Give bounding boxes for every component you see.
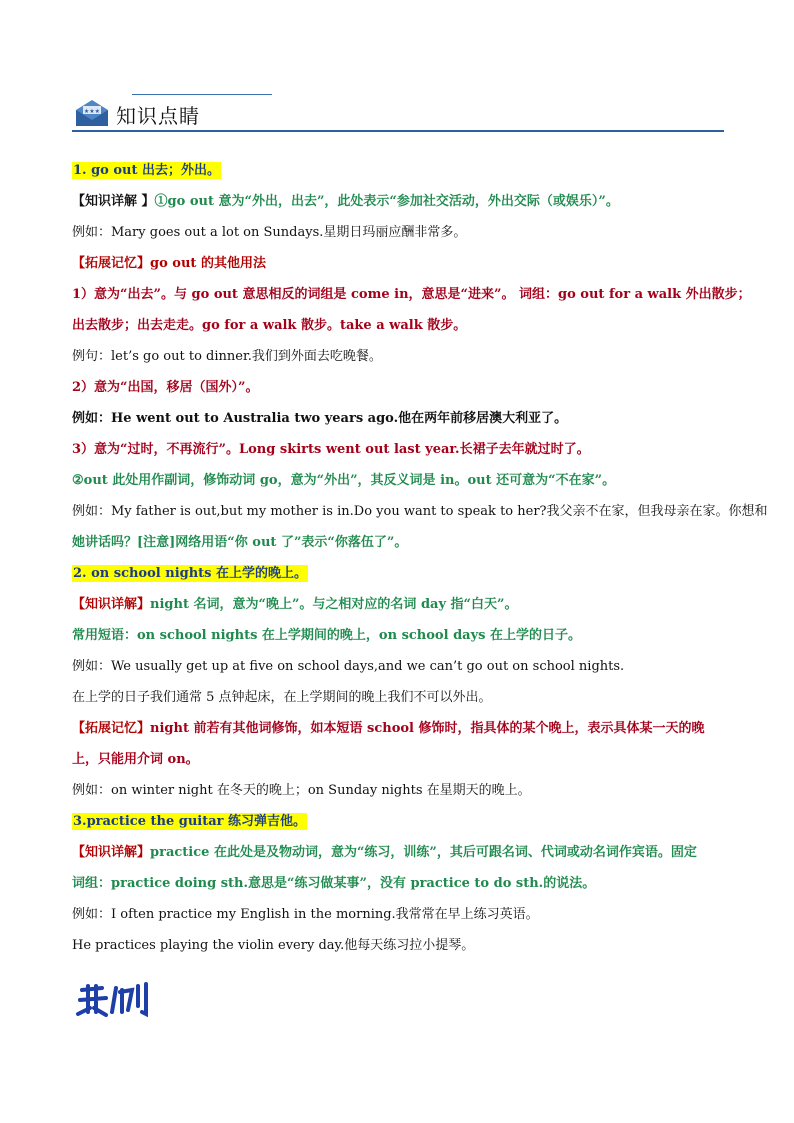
item-2-extension: 【拓展记忆】night 前若有其他词修饰，如本短语 school 修饰时，指具体的某个晚上，表示具体某一天的晚 — [72, 721, 705, 736]
explain-line: ②out 此处用作副词，修饰动词 go，意为“外出”，其反义词是 in。out 还可意为“不在家”。 — [72, 473, 616, 488]
extension-line: 2）意为“出国，移居（国外）”。 — [72, 380, 259, 395]
explain-line: 词组：practice doing sth.意思是“练习做某事”，没有 practice to do sth.的说法。 — [72, 876, 596, 891]
heading-highlight: 2. on school nights 在上学的晚上。 — [73, 566, 308, 581]
svg-text:★★★: ★★★ — [83, 108, 101, 115]
envelope-stars-icon — [74, 98, 110, 128]
item-1-heading — [72, 162, 732, 180]
example-translation: 在上学的日子我们通常 5 点钟起床，在上学期间的晚上我们不可以外出。 — [72, 690, 492, 705]
example-line: 例如：Mary goes out a lot on Sundays.星期日玛丽应酬非常多。 — [72, 225, 467, 240]
extension-line: 上，只能用介词 on。 — [72, 752, 199, 767]
item-2-heading — [72, 565, 732, 583]
page-title: 知识点睛 — [116, 104, 200, 128]
heading-highlight: 3.practice the guitar 练习弹吉他。 — [73, 814, 307, 829]
example-line: 例如：on winter night 在冬天的晚上；on Sunday nights 在星期天的晚上。 — [72, 783, 531, 798]
phrase-line: 常用短语：on school nights 在上学期间的晚上，on school days 在上学的日子。 — [72, 628, 581, 643]
header-rule — [72, 130, 724, 132]
example-line: 例如：He went out to Australia two years ago.他在两年前移居澳大利亚了。 — [72, 411, 568, 426]
example-line: 例如：My father is out,but my mother is in.Do you want to speak to her?我父亲不在家，但我母亲在家。你想和 — [72, 504, 768, 519]
example-line: 例如：We usually get up at five on school days,and we can’t go out on school nights. — [72, 659, 625, 674]
note-line: 她讲话吗？[注意]网络用语“你 out 了”表示“你落伍了”。 — [72, 535, 408, 550]
item-3-heading — [72, 813, 732, 831]
example-line: He practices playing the violin every day.他每天练习拉小提琴。 — [72, 938, 475, 953]
extension-line: 3）意为“过时，不再流行”。Long skirts went out last year.长裙子去年就过时了。 — [72, 442, 590, 457]
header-top-line — [132, 94, 272, 95]
item-3-explain: 【知识详解】practice 在此处是及物动词，意为“练习，训练”，其后可跟名词、代词或动名词作宾语。固定 — [72, 845, 697, 860]
example-line: 例句：let’s go out to dinner.我们到外面去吃晚餐。 — [72, 349, 382, 364]
section-header — [72, 88, 724, 134]
extension-heading: 【拓展记忆】go out 的其他用法 — [72, 256, 266, 271]
example-line: 例如：I often practice my English in the morning.我常常在早上练习英语。 — [72, 907, 539, 922]
calligraphy-stamp-icon — [76, 982, 154, 1018]
extension-line: 出去散步；出去走走。go for a walk 散步。take a walk 散步。 — [72, 318, 467, 333]
heading-highlight: 1. go out 出去；外出。 — [73, 163, 221, 178]
extension-line: 1）意为“出去”。与 go out 意思相反的词组是 come in，意思是“进来”。 词组：go out for a walk 外出散步； — [72, 287, 751, 302]
item-1-explain: 【知识详解 】①go out 意为“外出，出去”，此处表示“参加社交活动，外出交际（或娱乐）”。 — [72, 194, 619, 209]
item-2-explain: 【知识详解】night 名词，意为“晚上”。与之相对应的名词 day 指“白天”。 — [72, 597, 518, 612]
